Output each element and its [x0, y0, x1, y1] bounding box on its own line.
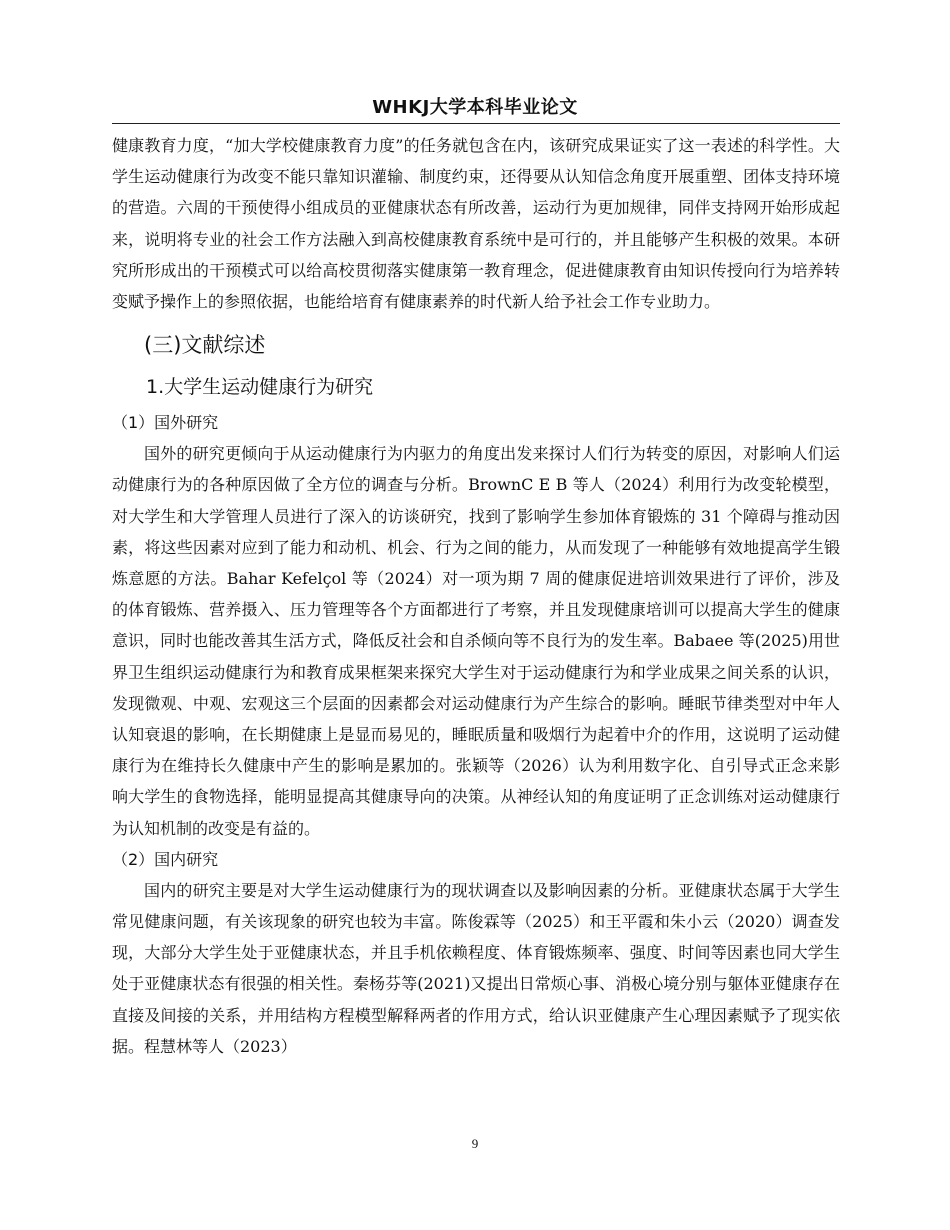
document-body	[112, 130, 840, 1062]
domestic-research-paragraph: 国内的研究主要是对大学生运动健康行为的现状调查以及影响因素的分析。亚健康状态属于大学生常见健康问题，有关该现象的研究也较为丰富。陈俊霖等（2025）和王平霞和朱小云（2020）调查发现，大部分大学生处于亚健康状态，并且手机依赖程度、体育锻炼频率、强度、时间等因素也同大学生处于亚健康状态有很强的相关性。秦杨芬等(2021)又提出日常烦心事、消极心境分别与躯体亚健康存在直接及间接的关系，并用结构方程模型解释两者的作用方式，给认识亚健康产生心理因素赋予了现实依据。程慧林等人（2023）	[112, 880, 840, 1056]
page-number: 9	[471, 1136, 479, 1151]
subsection-heading-student-health-behavior: 1.大学生运动健康行为研究	[146, 376, 374, 399]
section-heading-literature-review: (三)文献综述	[144, 333, 266, 358]
foreign-research-heading: （1）国外研究	[112, 413, 219, 433]
page-header-title: WHKJ大学本科毕业论文	[372, 97, 578, 118]
foreign-research-paragraph: 国外的研究更倾向于从运动健康行为内驱力的角度出发来探讨人们行为转变的原因，对影响人们运动健康行为的各种原因做了全方位的调查与分析。BrownC E B 等人（2024）利用行为改变轮模型，对大学生和大学管理人员进行了深入的访谈研究，找到了影响学生参加体育锻炼的 31 个障碍与推动因素，将这些因素对应到了能力和动机、机会、行为之间的能力，从而发现了一种能够有效地提高学生锻炼意愿的方法。Bahar Kefelçol 等（2024）对一项为期 7 周的健康促进培训效果进行了评价，涉及的体育锻炼、营养摄入、压力管理等各个方面都进行了考察，并且发现健康培训可以提高大学生的健康意识，同时也能改善其生活方式，降低反社会和自杀倾向等不良行为的发生率。Babaee 等(2025)用世界卫生组织运动健康行为和教育成果框架来探究大学生对于运动健康行为和学业成果之间关系的认识，发现微观、中观、宏观这三个层面的因素都会对运动健康行为产生综合的影响。睡眠节律类型对中年人认知衰退的影响，在长期健康上是显而易见的，睡眠质量和吸烟行为起着中介的作用，这说明了运动健康行为在维持长久健康中产生的影响是累加的。张颖等（2026）认为利用数字化、自引导式正念来影响大学生的食物选择，能明显提高其健康导向的决策。从神经认知的角度证明了正念训练对运动健康行为认知机制的改变是有益的。	[112, 444, 840, 838]
header-divider	[112, 123, 840, 124]
domestic-research-heading: （2）国内研究	[112, 849, 219, 869]
intro-paragraph: 健康教育力度，“加大学校健康教育力度”的任务就包含在内，该研究成果证实了这一表述的科学性。大学生运动健康行为改变不能只靠知识灌输、制度约束，还得要从认知信念角度开展重塑、团体支持环境的营造。六周的干预使得小组成员的亚健康状态有所改善，运动行为更加规律，同伴支持网开始形成起来，说明将专业的社会工作方法融入到高校健康教育系统中是可行的，并且能够产生积极的效果。本研究所形成出的干预模式可以给高校贯彻落实健康第一教育理念，促进健康教育由知识传授向行为培养转变赋予操作上的参照依据，也能给培育有健康素养的时代新人给予社会工作专业助力。	[112, 136, 840, 312]
